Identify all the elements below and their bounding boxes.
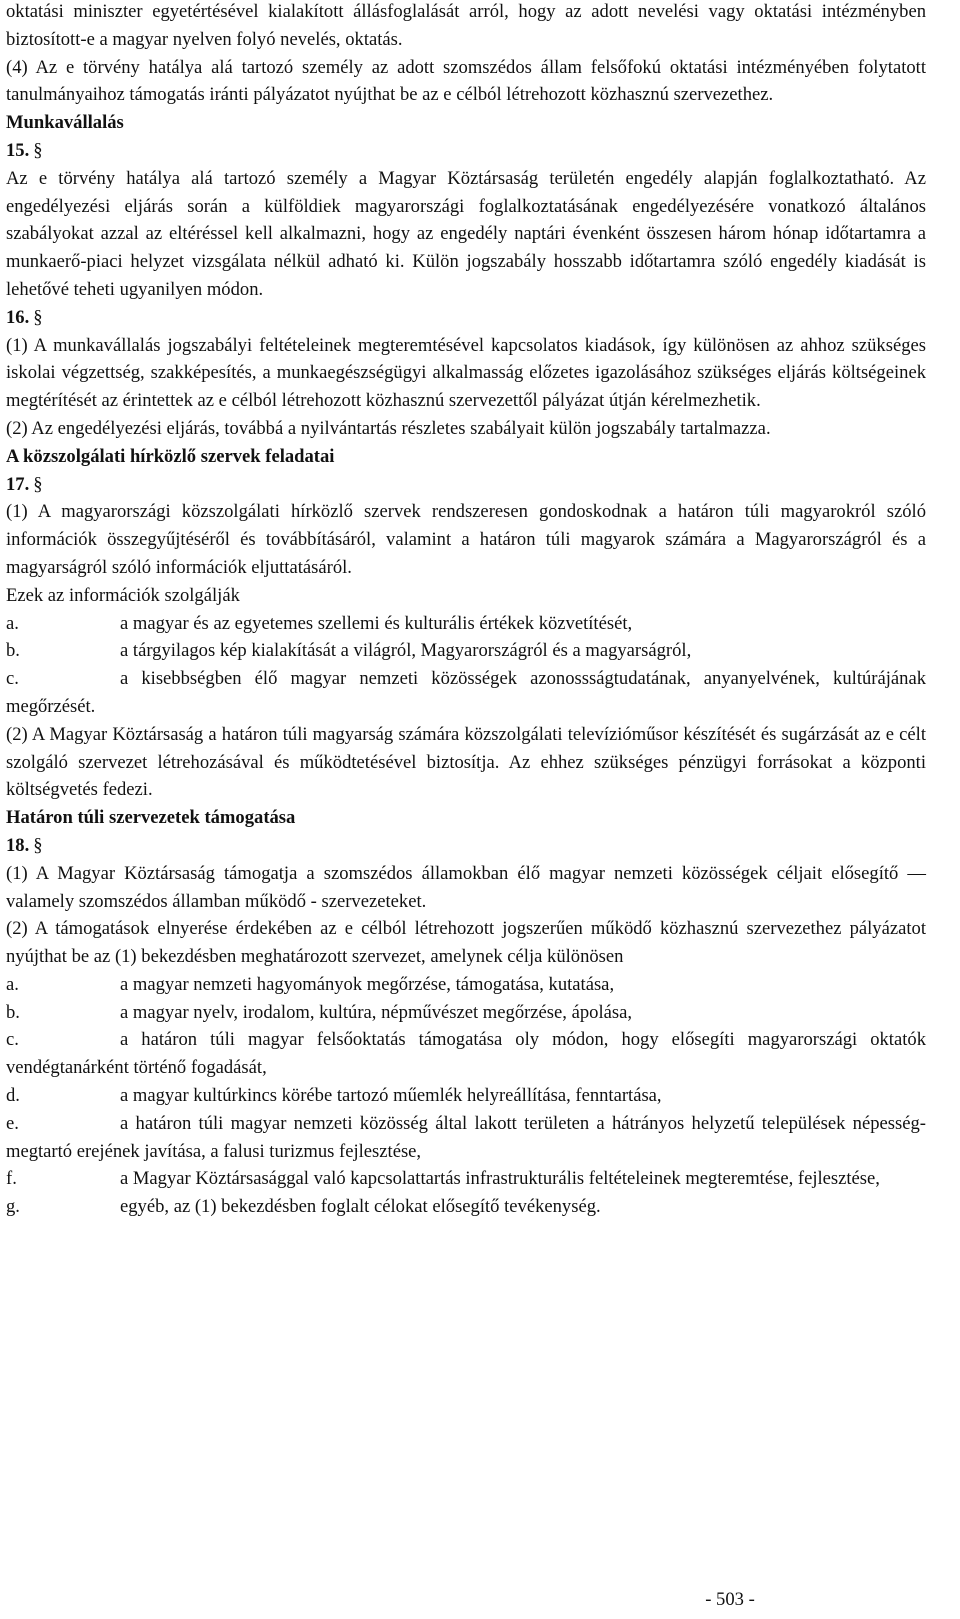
paragraph-14-4: (4) Az e törvény hatálya alá tartozó személy az adott szomszédos állam felsőfokú oktatási intézményében folytatott tanulmányaihoz támogatás iránti pályázatot nyújthat be az e célból létrehozott közhasznú szervezethez. bbox=[6, 56, 926, 106]
heading-munkavallalas: Munkavállalás bbox=[6, 112, 124, 134]
section-number-text: 18. bbox=[6, 834, 30, 856]
list-item-text: egyéb, az (1) bekezdésben foglalt célokat elősegítő tevékenység. bbox=[120, 1196, 601, 1218]
paragraph-17-1: (1) A magyarországi közszolgálati hírközlő szervek rendszeresen gondoskodnak a határon túli magyarokról szóló információk összegyűjtéséről és továbbításáról, valamint a határon túli magyarok számára a Magyarországról és a magyarságról szóló információk eljuttatásáról. bbox=[6, 501, 926, 578]
paragraph-16-1: (1) A munkavállalás jogszabályi feltételeinek megteremtésével kapcsolatos kiadások, így különösen az ahhoz szükséges iskolai végzettség, szakképesítés, a munkaegészségügyi alkalmasság előzetes igazolásához szükséges eljárás költségeinek megtérítését az érintettek az e célból létrehozott közhasznú szervezettől pályázat útján kérelmezhetik. bbox=[6, 334, 926, 412]
section-16-number bbox=[6, 304, 926, 332]
section-symbol: § bbox=[33, 473, 43, 495]
list-item bbox=[6, 1193, 926, 1221]
list-item bbox=[6, 971, 926, 999]
list-item-label: a. bbox=[6, 612, 19, 634]
paragraph-18-2: (2) A támogatások elnyerése érdekében az e célból létrehozott jogszerűen működő közhasznú szervezethez pályázatot nyújthat be az (1) bekezdésben meghatározott szervezet, amelynek célja különösen bbox=[6, 918, 926, 968]
list-item-label: e. bbox=[6, 1112, 19, 1134]
list-item bbox=[6, 637, 926, 665]
list-item-label: f. bbox=[6, 1168, 17, 1190]
list-item-text: a tárgyilagos kép kialakítását a világról, Magyarországról és a magyarságról, bbox=[120, 640, 692, 662]
list-item bbox=[6, 1165, 926, 1193]
list-item-label: g. bbox=[6, 1196, 20, 1218]
list-item bbox=[6, 665, 926, 721]
list-item-label: d. bbox=[6, 1085, 20, 1107]
paragraph-16-2: (2) Az engedélyezési eljárás, továbbá a nyilvántartás részletes szabályait külön jogszabály tartalmazza. bbox=[6, 417, 771, 439]
section-number-text: 15. bbox=[6, 139, 30, 161]
heading-hataron-tuli: Határon túli szervezetek támogatása bbox=[6, 807, 296, 829]
list-item-label: c. bbox=[6, 668, 19, 690]
list-item-text: a magyar kultúrkincs körébe tartozó műemlék helyreállítása, fenntartása, bbox=[120, 1085, 662, 1107]
section-15-number bbox=[6, 137, 926, 165]
list-item bbox=[6, 1082, 926, 1110]
list-item-text: a magyar nemzeti hagyományok megőrzése, támogatása, kutatása, bbox=[120, 973, 615, 995]
list-item-text: a kisebbségben élő magyar nemzeti közösségek azonossságtudatának, anyanyelvének, kultúrájának megőrzését. bbox=[6, 668, 926, 717]
list-item bbox=[6, 1026, 926, 1082]
list-18 bbox=[6, 971, 926, 1221]
paragraph-15: Az e törvény hatálya alá tartozó személy a Magyar Köztársaság területén engedély alapján foglalkoztatható. Az engedélyezési eljárás során a külföldiek magyarországi foglalkoztatásának engedélyezésére vonatkozó általános szabályokat azzal az eltéréssel kell alkalmazni, hogy az engedély naptári évenként összesen három hónap időtartamra a munkaerő-piaci helyzet vizsgálata nélkül adható ki. Külön jogszabály hosszabb időtartamra szóló engedély kiadását is lehetővé teheti ugyanilyen módon. bbox=[6, 167, 926, 300]
list-item bbox=[6, 999, 926, 1027]
list-item-label: a. bbox=[6, 973, 19, 995]
section-symbol: § bbox=[33, 139, 43, 161]
list-17 bbox=[6, 610, 926, 721]
paragraph-17-intro: Ezek az információk szolgálják bbox=[6, 584, 240, 606]
list-item bbox=[6, 1110, 926, 1166]
section-symbol: § bbox=[33, 306, 43, 328]
list-item-text: a magyar nyelv, irodalom, kultúra, népművészet megőrzése, ápolása, bbox=[120, 1001, 632, 1023]
section-number-text: 17. bbox=[6, 473, 30, 495]
list-item-label: c. bbox=[6, 1029, 19, 1051]
list-item-text: a határon túli magyar felsőoktatás támogatása oly módon, hogy elősegíti magyarországi oktatók vendégtanárként történő fogadását, bbox=[6, 1029, 926, 1079]
paragraph-intro: oktatási miniszter egyetértésével kialakított állásfoglalását arról, hogy az adott nevelési vagy oktatási intézményben biztosított-e a magyar nyelven folyó nevelés, oktatás. bbox=[6, 1, 926, 50]
list-item-label: b. bbox=[6, 640, 20, 662]
list-item-text: a határon túli magyar nemzeti közösség által lakott területen a hátrányos helyzetű települések népesség-megtartó erejének javítása, a falusi turizmus fejlesztése, bbox=[6, 1112, 926, 1162]
page-number: - 503 - bbox=[705, 1589, 755, 1610]
section-17-number bbox=[6, 471, 926, 499]
heading-kozszolgalati: A közszolgálati hírközlő szervek feladatai bbox=[6, 445, 335, 467]
list-item-text: a magyar és az egyetemes szellemi és kulturális értékek közvetítését, bbox=[120, 612, 633, 634]
page-content bbox=[6, 0, 926, 1221]
paragraph-18-1: (1) A Magyar Köztársaság támogatja a szomszédos államokban élő magyar nemzeti közösségek céljait elősegítő — valamely szomszédos államban működő - szervezeteket. bbox=[6, 862, 926, 912]
list-item-label: b. bbox=[6, 1001, 20, 1023]
list-item-text: a Magyar Köztársasággal való kapcsolattartás infrastrukturális feltételeinek megteremtése, fejlesztése, bbox=[120, 1168, 880, 1190]
list-item bbox=[6, 610, 926, 638]
paragraph-17-2: (2) A Magyar Köztársaság a határon túli magyarság számára közszolgálati televízióműsor készítését és sugárzását az e célt szolgáló szervezet létrehozásával és működtetésével biztosítja. Az ehhez szükséges pénzügyi forrásokat a központi költségvetés fedezi. bbox=[6, 723, 926, 801]
section-number-text: 16. bbox=[6, 306, 30, 328]
section-symbol: § bbox=[33, 834, 43, 856]
section-18-number bbox=[6, 832, 926, 860]
